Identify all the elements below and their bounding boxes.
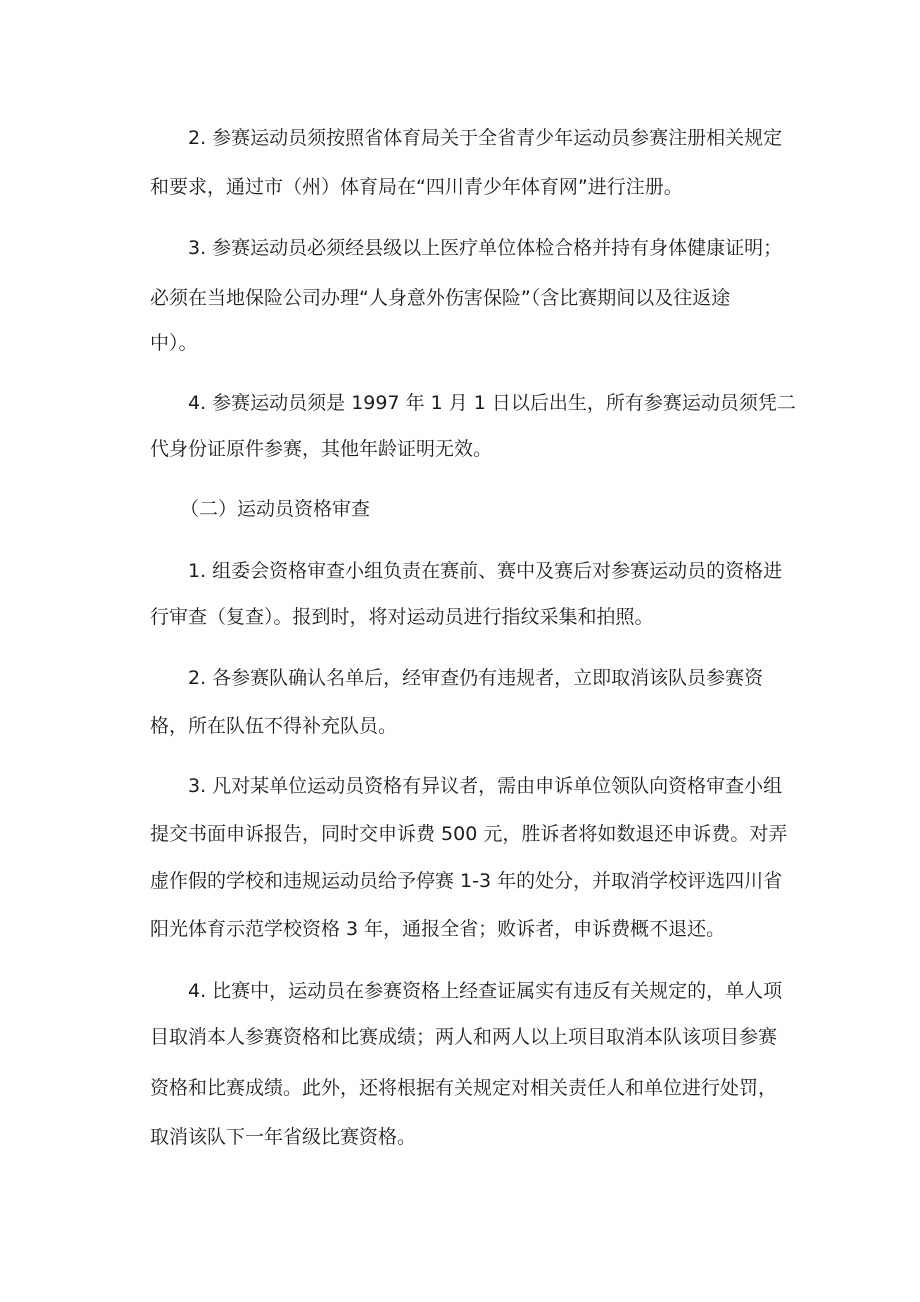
line-17: 4. 比赛中，运动员在参赛资格上经查证属实有违反有关规定的，单人项 [188, 980, 783, 1002]
line-20: 取消该队下一年省级比赛资格。 [150, 1126, 417, 1148]
line-18: 目取消本人参赛资格和比赛成绩；两人和两人以上项目取消本队该项目参赛 [150, 1026, 778, 1048]
line-03: 3. 参赛运动员必须经县级以上医疗单位体检合格并持有身体健康证明； [188, 237, 783, 259]
line-12: 格，所在队伍不得补充队员。 [150, 715, 398, 737]
line-14: 提交书面申诉报告，同时交申诉费 500 元，胜诉者将如数退还申诉费。对弄 [150, 823, 788, 845]
line-05: 中）。 [150, 332, 198, 354]
line-19: 资格和比赛成绩。此外，还将根据有关规定对相关责任人和单位进行处罚， [150, 1077, 778, 1099]
line-10: 行审查（复查）。报到时，将对运动员进行指纹采集和拍照。 [150, 606, 654, 628]
line-13: 3. 凡对某单位运动员资格有异议者，需由申诉单位领队向资格审查小组 [188, 775, 783, 797]
line-15: 虚作假的学校和违规运动员给予停赛 1-3 年的处分，并取消学校评选四川省 [150, 870, 783, 892]
line-07: 代身份证原件参赛，其他年龄证明无效。 [150, 438, 493, 460]
line-06: 4. 参赛运动员须是 1997 年 1 月 1 日以后出生，所有参赛运动员须凭二 [188, 392, 796, 414]
line-11: 2. 各参赛队确认名单后，经审查仍有违规者，立即取消该队员参赛资 [188, 667, 764, 689]
section-heading: （二）运动员资格审查 [180, 498, 371, 520]
line-04: 必须在当地保险公司办理“人身意外伤害保险”（含比赛期间以及往返途 [150, 287, 731, 309]
line-02: 和要求，通过市（州）体育局在“四川青少年体育网”进行注册。 [150, 176, 683, 198]
line-01: 2. 参赛运动员须按照省体育局关于全省青少年运动员参赛注册相关规定 [188, 127, 783, 149]
line-16: 阳光体育示范学校资格 3 年，通报全省；败诉者，申诉费概不退还。 [150, 918, 726, 940]
line-09: 1. 组委会资格审查小组负责在赛前、赛中及赛后对参赛运动员的资格进 [188, 560, 783, 582]
